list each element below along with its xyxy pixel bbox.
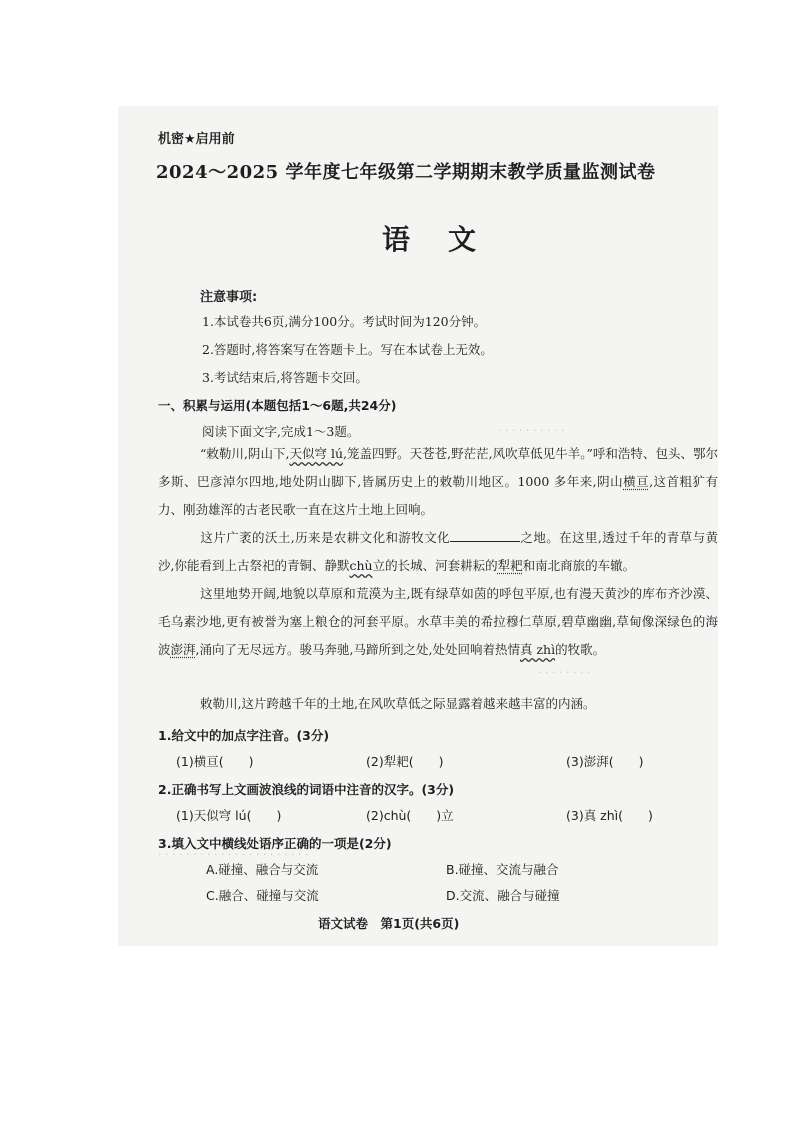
wavy-word-2: chù xyxy=(349,558,373,573)
question-3: 3.填入文中横线处语序正确的一项是(2分) xyxy=(158,836,392,851)
q3-option-b: B.碰撞、交流与融合 xyxy=(446,862,559,877)
notice-item-2: 2.答题时,将答案写在答题卡上。写在本试卷上无效。 xyxy=(202,342,493,357)
q1-option-2: (2)犁耙( ) xyxy=(366,754,444,769)
q1-option-3: (3)澎湃( ) xyxy=(566,754,644,769)
dotted-word-3: 澎湃 xyxy=(170,642,196,657)
q3-option-a: A.碰撞、融合与交流 xyxy=(206,862,319,877)
bleed-through-text: · · · · · · · · xyxy=(538,666,591,679)
reading-intro: 阅读下面文字,完成1～3题。 xyxy=(202,424,360,439)
confidential-label: 机密★启用前 xyxy=(158,132,235,147)
exam-page xyxy=(118,106,718,946)
dotted-word-2: 犁耙 xyxy=(497,558,523,573)
q2-option-1: (1)天似穹 lú( ) xyxy=(176,808,282,823)
passage-paragraph-2: 这片广袤的沃土,历来是农耕文化和游牧文化 之地。在这里,透过千年的青草与黄沙,你能看到上古祭祀的青铜、静默chù立的长城、河套耕耘的犁耙和南北商旅的车辙。 xyxy=(158,530,718,573)
q3-option-c: C.融合、碰撞与交流 xyxy=(206,888,319,903)
dotted-word-1: 横亘 xyxy=(623,474,650,489)
bleed-through-text: · · · · · · · · · · · · · · · · · · · · · · xyxy=(158,848,309,861)
wavy-word-3: 真 zhì xyxy=(519,642,556,657)
wavy-word-1: 天似穹 lú xyxy=(289,446,344,461)
section-heading: 一、积累与运用(本题包括1～6题,共24分) xyxy=(158,398,397,413)
q2-option-3: (3)真 zhì( ) xyxy=(566,808,653,823)
fill-blank-line xyxy=(450,529,520,542)
notice-item-1: 1.本试卷共6页,满分100分。考试时间为120分钟。 xyxy=(202,314,487,329)
passage-paragraph-4: 敕勒川,这片跨越千年的土地,在风吹草低之际显露着越来越丰富的内涵。 xyxy=(200,696,596,711)
passage-paragraph-1: “敕勒川,阴山下,天似穹 lú,笼盖四野。天苍苍,野茫茫,风吹草低见牛羊。”呼和浩特、包头、鄂尔多斯、巴彦淖尔四地,地处阴山脚下,皆属历史上的敕勒川地区。1000 多年来,阴山横亘,这首粗犷有力、刚劲雄浑的古老民歌一直在这片土地上回响。 xyxy=(158,446,718,517)
bleed-through-text: · · · · · · · · · · xyxy=(498,424,565,437)
q3-option-d: D.交流、融合与碰撞 xyxy=(446,888,560,903)
passage-paragraph-3: 这里地势开阔,地貌以草原和荒漠为主,既有绿草如茵的呼包平原,也有漫天黄沙的库布齐沙漠、毛乌素沙地,更有被誉为塞上粮仓的河套平原。水草丰美的希拉穆仁草原,碧草幽幽,草甸像深绿色的海波澎湃,涌向了无尽远方。骏马奔驰,马蹄所到之处,处处回响着热情真 zhì的牧歌。 xyxy=(158,586,718,657)
question-2: 2.正确书写上文画波浪线的词语中注音的汉字。(3分) xyxy=(158,782,455,797)
notice-item-3: 3.考试结束后,将答题卡交回。 xyxy=(202,370,368,385)
q1-option-1: (1)横亘( ) xyxy=(176,754,254,769)
question-1: 1.给文中的加点字注音。(3分) xyxy=(158,728,330,743)
page-footer: 语文试卷 第1页(共6页) xyxy=(318,916,460,931)
notice-heading: 注意事项: xyxy=(200,290,258,305)
q2-option-2: (2)chù( )立 xyxy=(366,808,454,823)
subject-title: 语文 xyxy=(382,223,515,256)
exam-title: 2024～2025 学年度七年级第二学期期末教学质量监测试卷 xyxy=(156,162,656,183)
